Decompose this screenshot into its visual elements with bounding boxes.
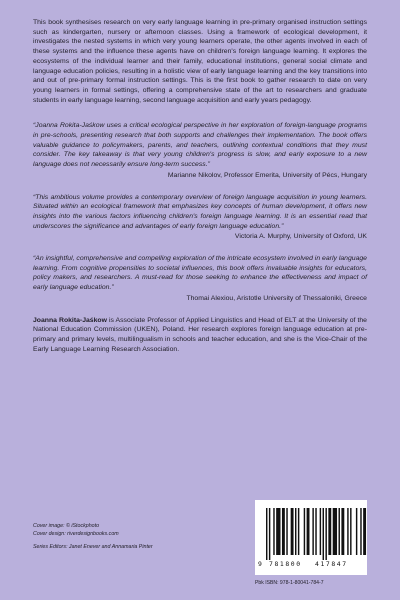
series-editors-credit: Series Editors: Janet Enever and Annamaria Pinter — [33, 544, 153, 551]
endorsement-2 — [33, 193, 367, 243]
cover-design-credit: Cover design: riverdesignbooks.com — [33, 531, 119, 538]
endorsement-3 — [33, 254, 367, 304]
endorsement-1-attribution: Marianne Nikolov, Professor Emerita, University of Pécs, Hungary — [167, 171, 367, 179]
endorsement-2-text: “This ambitious volume provides a contemporary overview of foreign language acquisition in young learners. Situated within an ecological framework that emphasizes key concepts of human development, it offers new insights into the various factors influencing children's foreign language learning. It is an essential read that underscores the significance and advantages of early foreign language education.” — [33, 193, 367, 230]
barcode-left-group: 781800 — [269, 560, 302, 568]
barcode-right-group: 417847 — [315, 560, 348, 568]
endorsement-3-text: “An insightful, comprehensive and compelling exploration of the intricate ecosystem involved in early language learning. From cognitive propensities to societal influences, this book offers invaluable insights for educators, policy makers, and researchers. A must-read for those seeking to enhance the effectiveness and impact of early language education.” — [33, 255, 367, 292]
endorsement-1-text: “Joanna Rokita-Jaśkow uses a critical ecological perspective in her exploration of foreign-language programs in pre-schools, presenting research that both supports and challenges their implementation. The book offers valuable guidance to policymakers, parents, and teachers, outlining contextual conditions that they must consider. The key takeaway is that very young children's progress is slow, and early exposure to a new language does not necessarily ensure long-term success.” — [33, 122, 367, 169]
isbn-line: Pbk ISBN: 978-1-80041-784-7 — [255, 580, 324, 586]
cover-image-credit: Cover image: © iStockphoto — [33, 523, 100, 529]
book-description: This book synthesises research on very early language learning in pre-primary organised instruction settings such as kindergarten, nursery or afternoon classes. Using a framework of ecological development, it investigates the nested systems in which very young learners operate, the other agents involved in each of these systems and the influence these agents have on children's foreign language learning. It explores the ecosystems of the individual learner and their family, educational institutions, general social climate and language education policies, resulting in a holistic view of early language learning and the key transitions into and out of pre-primary formal instruction settings. This is the first book to gather research to date on very young learners in formal settings, offering a comprehensive state of the art to researchers and graduate students in early language learning, second language acquisition and early years pedagogy. — [33, 19, 367, 104]
endorsement-3-attribution: Thomai Alexiou, Aristotle University of Thessaloniki, Greece — [186, 294, 367, 302]
endorsement-1 — [33, 121, 367, 180]
author-bio — [33, 316, 367, 355]
barcode-first-digit: 9 — [258, 560, 262, 568]
barcode — [255, 500, 367, 575]
endorsement-2-attribution: Victoria A. Murphy, University of Oxford, UK — [234, 233, 367, 241]
credits — [33, 522, 153, 552]
barcode-bars — [255, 500, 367, 562]
author-name: Joanna Rokita-Jaśkow — [33, 316, 107, 324]
author-bio-text: is Associate Professor of Applied Linguistics and Head of ELT at the University of the National Education Commission (UKEN), Poland. Her research explores foreign language education at pre-primary and primary levels, multilingualism in schools and teacher education, and she is the Vice-Chair of the Early Language Learning Research Association. — [33, 316, 367, 353]
